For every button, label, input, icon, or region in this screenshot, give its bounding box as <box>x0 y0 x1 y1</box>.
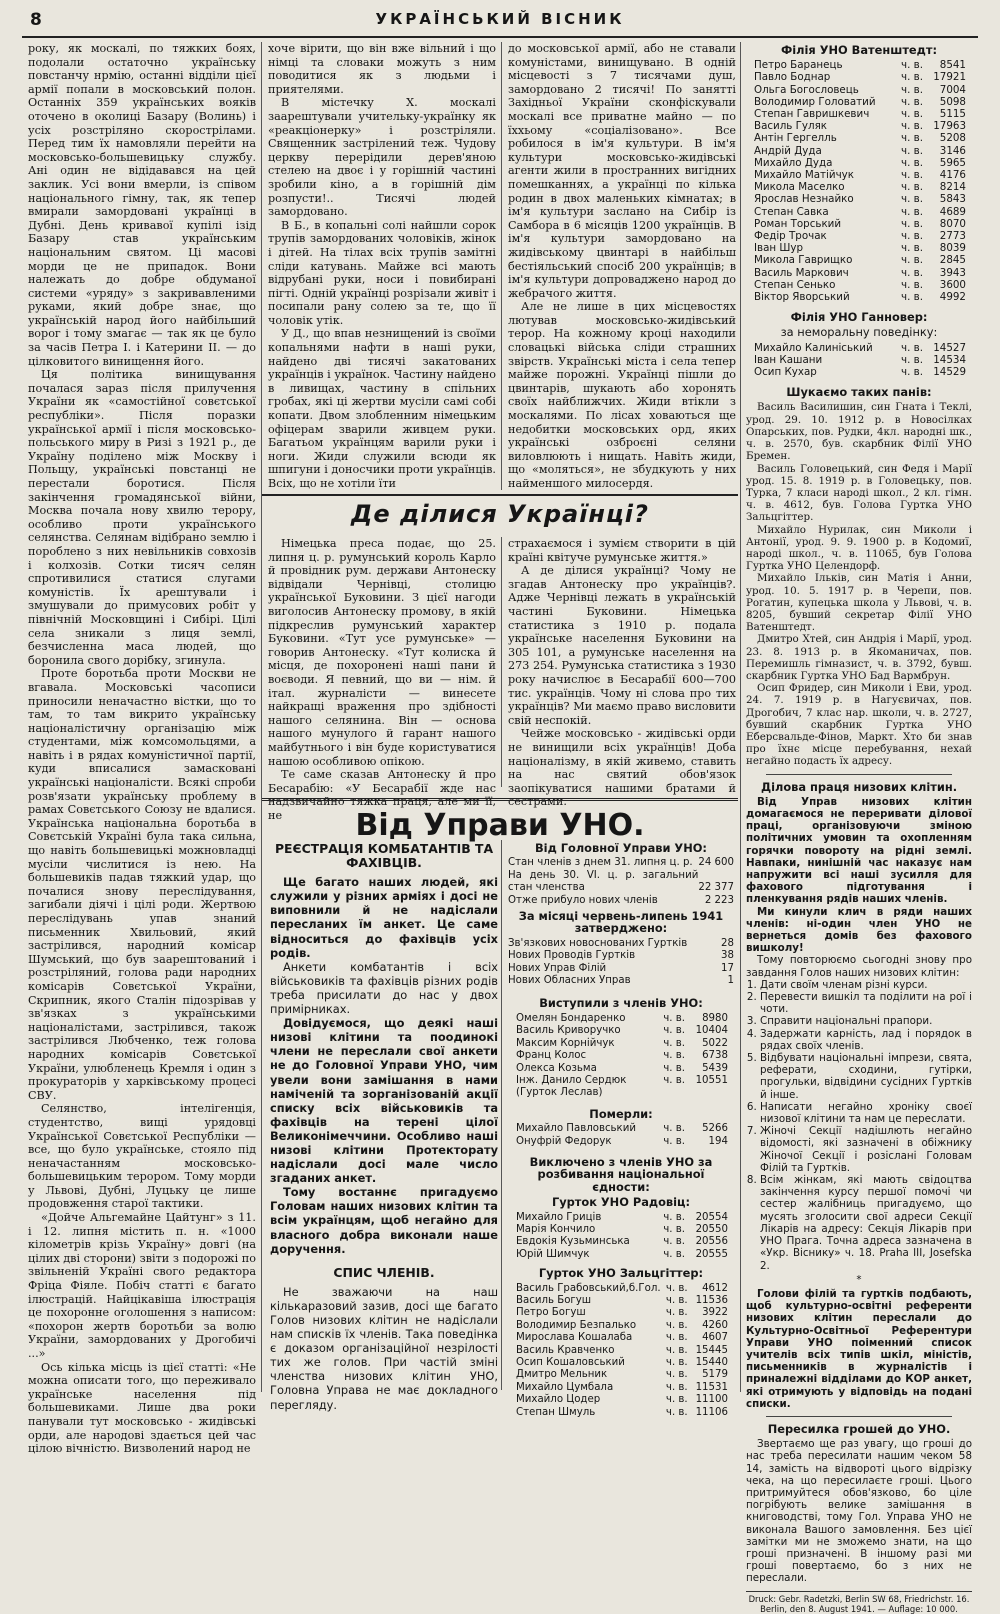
member-abbrev: ч. в. <box>663 1135 685 1147</box>
member-row <box>508 1249 734 1261</box>
column-divider <box>261 42 262 1392</box>
member-row <box>508 1236 734 1248</box>
member-name: Мирослава Кошалаба <box>516 1332 633 1344</box>
member-name: Степан Шмуль <box>516 1406 596 1418</box>
member-number: 17963 <box>933 120 966 133</box>
member-row <box>746 291 972 303</box>
died-table <box>508 1123 734 1148</box>
member-row <box>508 1136 734 1148</box>
member-abbrev: ч. в. <box>901 59 923 72</box>
member-number: 8039 <box>939 242 966 255</box>
member-abbrev: ч. в. <box>663 1050 685 1062</box>
member-name: (Гурток Леслав) <box>516 1087 603 1099</box>
stat-value: 17 <box>721 962 734 974</box>
salzgitter-heading: Гурток УНО Зальцгіттер: <box>538 1266 704 1281</box>
member-name: Михайло Павловський <box>516 1123 636 1135</box>
paragraph: страхаємося і зумієм створити в цій країні квітуче румунське життя.» <box>508 537 736 564</box>
member-row <box>746 157 972 169</box>
member-name: Михайло Дуда <box>754 156 833 169</box>
member-abbrev: ч. в. <box>663 1223 685 1235</box>
member-row <box>508 1087 734 1099</box>
deli-article-right <box>508 537 736 809</box>
member-number: 5208 <box>939 132 966 145</box>
member-name: Петро Баранець <box>754 59 843 72</box>
task-item: 6. Написати негайно хроніку своєї низової клітини та нам це переслати. <box>760 1101 972 1125</box>
stat-value: 38 <box>721 950 734 962</box>
member-abbrev: ч. в. <box>663 1037 685 1049</box>
member-name: Олекса Козьма <box>516 1062 597 1074</box>
member-abbrev: ч. в. <box>901 254 923 267</box>
member-name: Михайло Калиніський <box>754 341 873 354</box>
member-number: 3922 <box>702 1307 728 1319</box>
member-row <box>508 1382 734 1394</box>
paragraph: Тому повторюємо сьогодні знову про завдання Голов наших низових клітин: <box>746 954 972 979</box>
member-abbrev: ч. в. <box>901 120 923 133</box>
member-abbrev: ч. в. <box>665 1381 688 1393</box>
tasks-list <box>746 979 972 1272</box>
task-item: 5. Відбувати національні імпрези, свята, реферати, сходини, гутірки, прогульки, відвідини сусідних Гуртків й інше. <box>760 1052 972 1101</box>
member-name: Степан Сенько <box>754 278 836 291</box>
task-item: 7. Жіночі Секції надішлють негайно відомості, які зазначені в обіжнику Жіночої Секції і розіслані Головам Філій та Гуртків. <box>760 1125 972 1174</box>
member-number: 3146 <box>939 144 966 157</box>
hannover-heading: Філія УНО Ганновер: <box>790 310 928 325</box>
member-number: 5266 <box>702 1123 728 1135</box>
member-name: Інж. Данило Сердюк <box>516 1074 627 1086</box>
member-row <box>746 59 972 71</box>
member-name: Михайло Цумбала <box>516 1381 614 1393</box>
member-name: Роман Торський <box>754 217 842 230</box>
member-name: Ольга Богословець <box>754 83 859 96</box>
member-row <box>508 1283 734 1295</box>
member-number: 5098 <box>939 95 966 108</box>
member-row <box>508 1224 734 1236</box>
member-row <box>746 181 972 193</box>
member-row <box>508 1320 734 1332</box>
member-number: 10551 <box>695 1074 728 1086</box>
member-row <box>746 169 972 181</box>
member-number: 4607 <box>702 1332 728 1344</box>
stat-row <box>508 975 734 987</box>
search-entry: Василь Василишин, син Гната і Теклі, урод. 29. 10. 1912 р. в Новосілках Опарських, пов. Рудки, 4кл. народні шк., ч. в. 2570, був. скарбник Філії УНО Бремен. <box>746 401 972 463</box>
member-number: 8070 <box>939 217 966 230</box>
stat-label: Нових Управ Філій <box>508 962 607 974</box>
member-number: 11536 <box>695 1295 728 1306</box>
member-name: Ярослав Незнайко <box>754 193 854 206</box>
paragraph: хоче вірити, що він вже вільний і що німці та словаки можуть з ним поводитися як з людьми і приятелями. <box>268 42 496 96</box>
member-abbrev: ч. в. <box>901 242 923 255</box>
member-row <box>746 366 972 378</box>
paragraph: Не зважаючи на наш кількаразовий зазив, досі ще багато Голов низових клітин не надіслали нам списків їх членів. Така поведінка є доказом організаційної незрілості тих же голов. При частій зміні членства низових клітин УНО, Головна Управа не має докладного перегляду. <box>270 1284 498 1412</box>
paragraph: У Д., що впав незнищений із своїми копальнями нафти в наші руки, найдено дві тисячі закатованих українців і українок. Частину найдено в ливищах, частину в спільних гробах, які ці жертви мусіли самі собі копати. Двом злобленним німецьким офіцерам зварили живцем руки. Багатьом українцям варили руки і ноги. Жиди служили всюди як шпигуни і доносчики проти українців. Всіх, що не хотіли їти <box>268 327 496 490</box>
member-number: 17921 <box>933 71 966 84</box>
member-row <box>508 1075 734 1087</box>
member-row <box>746 242 972 254</box>
member-number: 11531 <box>695 1381 728 1393</box>
member-row <box>508 1369 734 1381</box>
member-row <box>746 96 972 108</box>
member-name: Василь Криворучко <box>516 1025 621 1037</box>
member-abbrev: ч. в. <box>665 1357 688 1369</box>
star-separator: * <box>856 1273 862 1286</box>
member-number: 20555 <box>695 1248 728 1260</box>
member-name: Степан Гавришкевич <box>754 108 870 121</box>
member-row <box>746 108 972 120</box>
member-abbrev: ч. в. <box>901 71 923 84</box>
paragraph: Голови філій та гуртків подбають, щоб культурно-освітні референти низових клітин переслали до Культурно-Освітньої Референтури Управи УНО поіменний список учителів всіх типів шкіл, міністів, письменників в журналістів і приналежні відділами до КОР анкет, які отримують у відповідь на подані списки. <box>746 1287 972 1410</box>
member-number: 8214 <box>939 181 966 194</box>
search-entry: Михайло Нурилак, син Миколи і Антонії, урод. 9. 9. 1900 р. в Кодомиї, народі школ., ч. в. 11065, був Голова Гуртка УНО Целендорф. <box>746 523 972 573</box>
member-number: 5965 <box>939 156 966 169</box>
member-abbrev: ч. в. <box>663 1062 685 1074</box>
member-row <box>746 193 972 205</box>
member-name: Андрій Дуда <box>754 144 822 157</box>
member-abbrev: ч. в. <box>901 108 923 121</box>
member-abbrev: ч. в. <box>901 291 923 304</box>
member-name: Максим Корнійчук <box>516 1037 615 1049</box>
member-number: 3943 <box>939 266 966 279</box>
stat-label: Стан членів з днем 31. липня ц. р. <box>508 857 693 869</box>
member-name: Михайло Цодер <box>516 1394 601 1406</box>
stat-label: Нових Обласних Управ <box>508 975 631 987</box>
member-number <box>688 1087 734 1099</box>
paragraph: Німецька преса подає, що 25. липня ц. р. румунський король Карло й провідник рум. держави Антонеску відвідали Чернівці, столицю української Буковини. З цієї нагоди виголосив Антонеску промову, в якій підкреслив румунський характер Буковини. «Тут усе румунське» — говорив Антонеску. «Тут колиска й місця, де похоронені наші пани й воєводи. Я певний, що ви — нім. й італ. журналісти — винесете найкращі враження про здібності нашого селянина. Він — основа нашого мунулого й гарант нашого майбутнього і він буде користуватися нашою особливою опікою. <box>268 537 496 768</box>
stat-row <box>508 870 734 895</box>
member-row <box>508 1025 734 1037</box>
member-row <box>508 1063 734 1075</box>
stat-value: 28 <box>721 937 734 949</box>
paragraph: Ось кілька місць із цієї статті: «Не можна описати того, що переживало українське населення під большевиками. Лише два роки панували тут московсько - жидівські орди, але народові здається цей час цілою вічністю. Визволений народ не <box>28 1360 256 1456</box>
member-name: Франц Колос <box>516 1050 587 1062</box>
masthead: УКРАЇНСЬКИЙ ВІСНИК <box>375 10 625 28</box>
paragraph: А де ділися українці? Чому не згадав Антонеску про українців?. Адже Чернівці лежать в українській частині Буковини. Німецька статистика з 1910 р. подала українське населення Буковини на 305 101, а румунське населення на 273 254. Румунська статистика з 1930 року начислює в Бесарабії 600—700 тис. українців. Чому ні слова про тих українців? Ми маємо право висловити свій неспокій. <box>508 564 736 727</box>
article-column-3 <box>508 42 736 490</box>
member-number: 14529 <box>933 366 966 379</box>
member-row <box>746 218 972 230</box>
member-number: 11106 <box>695 1406 728 1418</box>
uno-stats-column <box>508 840 734 1418</box>
member-number: 2773 <box>939 230 966 243</box>
search-entry: Василь Головецький, син Федя і Марії урод. 15. 8. 1919 р. в Головецьку, пов. Турка, 7 класи народі школ., 2 кл. гімн. ч. в. 4612, був. Голова Гуртка УНО Зальцгіттер. <box>746 462 972 524</box>
search-entry: Осип Фридер, син Миколи і Еви, урод. 24. 7. 1919 р. в Нагуєвичах, пов. Дрогобич, 7 клас нар. школи, ч. в. 2727, бувший скарбник Гуртка УНО Еберсвальде-Фінов, Маркт. Хто би знав про їхнє місце перебування, нехай негайно подасть їх адресу. <box>746 682 972 768</box>
member-number: 2845 <box>939 254 966 267</box>
member-abbrev: ч. в. <box>663 1025 685 1037</box>
member-number: 4260 <box>702 1319 728 1331</box>
member-abbrev: ч. в. <box>663 1012 685 1024</box>
search-entry: Дмитро Хтей, син Андрія і Марії, урод. 23. 8. 1913 р. в Якоманичах, пов. Перемишль гімназист, ч. в. 3792, бувш. скарбник Гуртка УНО Бад Вармбрун. <box>746 633 972 682</box>
imprint: Druck: Gebr. Radetzki, Berlin SW 68, Friedrichstr. 16. Berlin, den 8. August 1941. — Auflage: 10 000. <box>746 1591 972 1614</box>
member-name: Василь Маркович <box>754 266 849 279</box>
member-name: Петро Богуш <box>516 1307 586 1319</box>
member-row <box>508 1394 734 1406</box>
member-abbrev: ч. в. <box>663 1074 685 1086</box>
member-row <box>746 267 972 279</box>
member-number: 3600 <box>939 278 966 291</box>
member-abbrev: ч. в. <box>901 144 923 157</box>
member-abbrev: ч. в. <box>665 1295 688 1306</box>
stat-value: 22 377 <box>698 882 734 894</box>
uno-registration-column <box>270 840 498 1412</box>
member-number: 15445 <box>695 1344 728 1356</box>
stat-label: На день 30. VI. ц. р. загальний стан членства <box>508 869 699 894</box>
stat-row <box>508 857 734 869</box>
paragraph: до московської армії, або не ставали комуністами, винищувано. В одній місцевості з 7 тисячами душ, замордовано 2 тисячі! По занятті Західньої України сконфіскували москалі все приватне майно — по їххьому «соціалізовано». Все робилося в ім'я культури. В ім'я культури московсько-жидівські агенти жили в пространних вигідних помешканнях, а українці по кілька родин в двох маленьких кімнатах; в ім'я культури заслано на Сибір із Самбора в 6 місяців 1200 українців. В ім'я культури замордовано на жидівському цвинтарі в найбільш бестіяльський спосіб 200 українців; в ім'я культури допроваджено народ до жебрачого життя. <box>508 42 736 300</box>
member-abbrev: ч. в. <box>663 1211 685 1223</box>
member-number: 5022 <box>702 1037 728 1049</box>
divider <box>766 774 952 775</box>
member-row <box>508 1212 734 1224</box>
member-row <box>746 342 972 354</box>
member-row <box>746 132 972 144</box>
member-row <box>746 84 972 96</box>
paragraph: Тому востаннє пригадуємо Головам наших низових клітин та всім українцям, щоб негайно для власного добра виконали наше доручення. <box>270 1185 498 1256</box>
member-row <box>508 1123 734 1135</box>
paragraph: Ця політика винищування почалася зараз після прилучення України як «самостійної совєтської республіки». Після поразки української армії і після московсько-польського миру в Ризі з 1921 р., де Україну поділено між Москву і Польщу, українські повстанці не перестали боротися. Після закінчення громадянської війни, Москва почала нову хвилю терору, особливо проти українського селянства. Селянам відібрано землю і пороблено з них невільників совхозів і колхозів. Сотки тисяч селян спротивилися статися слугами комуністів. Їх арештували і змушували до примусових робіт у північній Московщині і Сибірі. Цілі села зникали з лиця землі, безчисленна маса людей, що боронила свого дорібку, згинула. <box>28 368 256 667</box>
paragraph: Анкети комбатантів і всіх військовиків та фахівців різних родів треба присилати до нас у двох примірниках. <box>270 959 498 1017</box>
paragraph: В Б., в копальні солі найшли сорок трупів замордованих чоловіків, жінок і дітей. На тілах всіх трупів замітні сліди катувань. Майже всі мають відрубані руки, носи і повибирані пігті. Одній українці розрізали живіт і посипали рану солею за те, що її чоловік утік. <box>268 218 496 327</box>
member-row <box>508 1307 734 1319</box>
member-abbrev: ч. в. <box>663 1236 685 1248</box>
article-column-2 <box>268 42 496 490</box>
stats-heading: Від Головної Управи УНО: <box>535 841 707 855</box>
member-name: Микола Гаврищко <box>754 254 853 267</box>
deli-article-left <box>268 537 496 822</box>
member-abbrev: ч. в. <box>901 266 923 279</box>
member-abbrev: ч. в. <box>663 1123 685 1135</box>
task-item: 8. Всім жінкам, які мають свідоцтва закінчення курсу першої помочі чи сестер жалібниць пригадуємо, що мусять зголосити свої адреси Секції Лікарів на адресу: Секція Лікарів при УНО Прага. Точна адреса зазначена в «Укр. Віснику» ч. 18. Praha III, Josefska 2. <box>760 1174 972 1272</box>
excluded-heading: Виключено з членів УНО за розбивання національної єдности: <box>529 1154 713 1194</box>
member-name: Марія Кончило <box>516 1223 596 1235</box>
member-row <box>508 1332 734 1344</box>
divider <box>766 1416 952 1417</box>
member-row <box>508 1345 734 1357</box>
approved-table <box>508 938 734 988</box>
radovyts-table <box>508 1212 734 1262</box>
stat-row <box>508 895 734 907</box>
task-item: 3. Справити національні прапори. <box>760 1015 972 1027</box>
member-number: 7004 <box>939 83 966 96</box>
money-heading: Пересилка грошей до УНО. <box>767 1421 951 1436</box>
member-number: 20554 <box>695 1211 728 1223</box>
hannover-table <box>746 342 972 379</box>
paragraph: Але не лише в цих місцевостях лютував московсько-жидівський терор. На кожному кроці находили словацькі війська сліди страшних звірств. Українські міста і села тепер майже порожні. Українці пішли до цвинтарів, шукають або хоронять своїх найближчих. Жиди втікли з москалями. По лісах ховаються ще недобитки московських орд, яких українські озброєні селяни виловлюють і нищать. Навіть жиди, що «моляться», не збудкують у них найменшого милосердя. <box>508 300 736 490</box>
section-rule <box>262 494 738 496</box>
section-headline: Від Управи УНО. <box>355 808 645 843</box>
column-divider <box>740 42 741 1392</box>
members-list-heading: СПИС ЧЛЕНІВ. <box>333 1264 435 1280</box>
member-number: 14534 <box>933 353 966 366</box>
search-heading: Шукаємо таких панів: <box>786 385 932 400</box>
member-number: 20550 <box>695 1223 728 1235</box>
stat-row <box>508 950 734 962</box>
member-abbrev: ч. в. <box>665 1332 688 1344</box>
member-abbrev: ч. в. <box>901 341 923 354</box>
section-rule <box>262 798 738 801</box>
member-name: Віктор Яворський <box>754 291 850 304</box>
member-abbrev: ч. в. <box>901 353 923 366</box>
page-header <box>22 6 978 38</box>
member-number: 5843 <box>939 193 966 206</box>
member-number: 4992 <box>939 291 966 304</box>
member-row <box>508 1407 734 1419</box>
member-abbrev: ч. в. <box>665 1369 688 1381</box>
stat-label: Зв'язкових новоснованих Гуртків <box>508 937 688 949</box>
watenstedt-table <box>746 59 972 303</box>
member-row <box>746 206 972 218</box>
member-row <box>746 354 972 366</box>
column-divider <box>501 42 502 490</box>
member-name: Омелян Бондаренко <box>516 1012 626 1024</box>
salzgitter-table <box>508 1283 734 1419</box>
search-entry: Михайло Ільків, син Матія і Анни, урод. 10. 5. 1917 р. в Черепи, пов. Рогатин, купецька школа у Львові, ч. в. 8205, бувший секретар Філії УНО Ватенштедт. <box>746 572 972 634</box>
member-abbrev: ч. в. <box>901 132 923 145</box>
member-abbrev: ч. в. <box>901 156 923 169</box>
column-divider <box>501 840 502 1390</box>
member-number: 194 <box>708 1135 728 1147</box>
exits-table <box>508 1013 734 1100</box>
member-name: Юрій Шимчук <box>516 1248 590 1260</box>
member-name: Степан Савка <box>754 205 829 218</box>
member-abbrev: ч. в. <box>901 205 923 218</box>
stat-value: 1 <box>727 975 734 987</box>
paragraph: Довідуємося, що деякі наші низові клітини та поодинокі члени не переслали свої анкети не до Головної Управи УНО, чим увели вони замішання в нами наміченій та зорганізованій акції списку всіх військовиків та фахівців на терені цілої Великонімеччини. Особливо наші низові клітини Протекторату надіслали досі мале число згаданих анкет. <box>270 1016 498 1186</box>
member-name: Михайло Матійчук <box>754 169 854 182</box>
member-number: 14527 <box>933 341 966 354</box>
member-number: 20556 <box>695 1236 728 1248</box>
member-row <box>508 1038 734 1050</box>
member-number: 6738 <box>702 1050 728 1062</box>
member-name: Василь Кравченко <box>516 1344 615 1356</box>
member-abbrev: ч. в. <box>901 230 923 243</box>
member-row <box>508 1050 734 1062</box>
member-row <box>746 145 972 157</box>
member-row <box>746 279 972 291</box>
member-row <box>508 1295 734 1307</box>
paragraph: Звертаємо ще раз увагу, що гроші до нас треба пересилати нашим чеком 58 14, замість на відвороті цього відрізку чека, на що пересилаєте гроші. Цього притримуйтеся обов'язково, бо ціле погрібують велике замішання в книговодстві, тому Гол. Управа УНО не виконала Вашого замовлення. Без цієї замітки ми не зможемо знати, на що гроші призначені. В іншому разі ми гроші повертаємо, бо з них не переслали. <box>746 1438 972 1585</box>
hannover-subheading: за неморальну поведінку: <box>780 325 938 340</box>
paragraph: Ще багато наших людей, які служили у різних арміях і досі не виповнили й не надіслали пересланих їм анкет. Це саме відноситься до фахівців усіх родів. <box>270 875 498 960</box>
member-name: Іван Шур <box>754 242 804 255</box>
member-number: 8541 <box>939 59 966 72</box>
member-name: Осип Кошаловський <box>516 1357 625 1369</box>
article-headline: Де ділися Українці? <box>351 500 649 528</box>
paragraph: Те саме сказав Антонеску й про Бесарабію: «У Бесарабії жде нас надзвичайно тяжка праця, але ми її, не <box>268 768 496 822</box>
member-row <box>746 71 972 83</box>
member-name: Павло Боднар <box>754 71 831 84</box>
registration-heading: РЕЄСТРАЦІЯ КОМБАТАНТІВ ТА ФАХІВЦІВ. <box>274 841 494 871</box>
member-row <box>508 1357 734 1369</box>
article-column-1 <box>28 42 256 1456</box>
member-number: 4176 <box>939 169 966 182</box>
member-name: Антін Гергелль <box>754 132 837 145</box>
member-name: Василь Гуляк <box>754 120 828 133</box>
task-item: 2. Перевести вишкіл та поділити на рої і чоти. <box>760 991 972 1015</box>
member-number: 5439 <box>702 1062 728 1074</box>
stat-value: 2 223 <box>704 894 734 906</box>
task-item: 4. Задержати карність, лад і порядок в рядах своїх членів. <box>760 1028 972 1052</box>
member-name: Василь Богуш <box>516 1295 592 1306</box>
member-row <box>746 254 972 266</box>
member-name: Микола Маселко <box>754 181 845 194</box>
member-name: Василь Грабовський,б.Гол. <box>516 1282 661 1294</box>
stat-label: Отже прибуло нових членів <box>508 894 658 906</box>
member-name: Володимир Головатий <box>754 95 876 108</box>
member-number: 5115 <box>939 108 966 121</box>
stat-row <box>508 938 734 950</box>
uno-notices-column <box>746 42 972 1614</box>
stat-row <box>508 963 734 975</box>
member-abbrev: ч. в. <box>665 1282 688 1294</box>
radovyts-heading: Гурток УНО Радовіц: <box>551 1195 691 1210</box>
column-divider <box>501 537 502 787</box>
page-number: 8 <box>30 10 42 30</box>
died-heading: Померли: <box>589 1106 653 1121</box>
member-name: Осип Кухар <box>754 366 817 379</box>
work-heading: Ділова праця низових клітин. <box>760 779 958 794</box>
member-abbrev: ч. в. <box>901 193 923 206</box>
member-name: Онуфрій Федорук <box>516 1135 612 1147</box>
paragraph: Проте боротьба проти Москви не вгавала. Московські часописи приносили неначастно вістки, що то там, то там викрито українську націоналістичну організацію між студентами, між комсомольцями, а навіть і в рядах комуністичної партії, куди вписалися замасковані українські націоналісти. Всякі спроби розв'язати українську проблему в рамах Совєтського Союзу не вдалися. Українська національна боротьба в Совєтській Україні була така сильна, що навіть большевицькі можновладці мусіли числитися із нею. На большевиків падав тяжкий удар, що почалися знову переслідування, загибали діячі і цілі роди. Жертвою переслідувань упав знаний письменник Хвильовий, який застрілився, народний комісар Шумський, що був заарештований і розстріляний, голова ради народних комісарів Совєтської України, Скрипник, якого Сталін підозрівав у зв'язках з українськими націоналістами, застрілився, також застрілився Любченко, теж голова народних комісарів Совєтської України, улюбленець Кремля і один з прокураторів у харківському процесі СВУ. <box>28 667 256 1102</box>
member-name: Евдокія Кузьминська <box>516 1236 630 1248</box>
member-abbrev: ч. в. <box>901 83 923 96</box>
member-abbrev: ч. в. <box>901 366 923 379</box>
member-name: Дмитро Мельник <box>516 1369 608 1381</box>
task-item: 1. Дати своїм членам різні курси. <box>760 979 972 991</box>
approved-heading: За місяці червень-липень 1941 затверджено: <box>518 909 724 936</box>
member-number: 4689 <box>939 205 966 218</box>
member-abbrev: ч. в. <box>665 1307 688 1319</box>
member-row <box>746 120 972 132</box>
member-name: Іван Кашани <box>754 353 823 366</box>
member-abbrev <box>655 1087 688 1099</box>
paragraph: В містечку Х. москалі заарештували учительку-українку як «реакціонерку» і розстріляли. Священник застрілений теж. Чудову церкву перерідили дерев'яною стелею на двоє і у горішній частині зробили кіно, а в горішній дім розпусти!.. Тисячі людей замордовано. <box>268 96 496 219</box>
member-number: 15440 <box>695 1357 728 1369</box>
exits-heading: Виступили з членів УНО: <box>539 996 703 1011</box>
member-abbrev: ч. в. <box>665 1406 688 1418</box>
member-row <box>508 1013 734 1025</box>
paragraph: року, як москалі, по тяжких боях, подолали остаточно українську повстанчу нрмію, останні відділи цієї армії попали в московський полон. Останніх 359 українських вояків оточено в околиці Базару (Волинь) і усіх розстріляно скорострілами. Перед тим їх намовляли перейти на московсько-большевицьку службу. Ані один не відідавався на цей заклик. Усі вони вмерли, із співом національного гімну, так, як тепер вмирали замордовані українці в Дубні. День кривавої купілі ізід Базару став українським національним святом. Ці масові морди це не припадок. Вони належать до добре обдуманої системи «уряду» з закривавленими руками, який добре знає, що українській народ його найбільший ворог і тому змагає — так як це було за часів Петра І. і Катерини II. — до цілковитого винищення його. <box>28 42 256 368</box>
member-number: 5179 <box>702 1369 728 1381</box>
member-number: 4612 <box>702 1282 728 1294</box>
member-abbrev: ч. в. <box>665 1394 688 1406</box>
paragraph: Від Управ низових клітин домагаємося не переривати ділової праці, організовуючи зміною політичних умовин та охопленням горячки повороту на рідні землі. Навпаки, нинішній час наказує нам напружити всі наші зусилля для фахового підготування і пленкування рядів наших членів. <box>746 795 972 906</box>
member-abbrev: ч. в. <box>665 1319 688 1331</box>
member-row <box>746 230 972 242</box>
member-name: Михайло Гриців <box>516 1211 602 1223</box>
member-number: 10404 <box>695 1025 728 1037</box>
member-abbrev: ч. в. <box>901 278 923 291</box>
member-number: 11100 <box>695 1394 728 1406</box>
member-abbrev: ч. в. <box>663 1248 685 1260</box>
member-abbrev: ч. в. <box>901 169 923 182</box>
member-number: 8980 <box>702 1012 728 1024</box>
membership-stats-table <box>508 857 734 907</box>
member-abbrev: ч. в. <box>665 1344 688 1356</box>
paragraph: Чейже московсько - жидівські орди не винищили всіх українців! Доба націоналізму, в якій живемо, ставить на нас святий обов'язок заопікуватися нашими братами й сестрами. <box>508 727 736 809</box>
watenstedt-heading: Філія УНО Ватенштедт: <box>780 43 938 57</box>
member-abbrev: ч. в. <box>901 95 923 108</box>
member-abbrev: ч. в. <box>901 217 923 230</box>
member-name: Володимир Безпалько <box>516 1319 637 1331</box>
stat-label: Нових Проводів Гуртків <box>508 950 636 962</box>
paragraph: Ми кинули клич в ряди наших членів: ні-один член УНО не вернеться домів без фахового вишколу! <box>746 905 972 955</box>
stat-value: 24 600 <box>698 857 734 869</box>
member-abbrev: ч. в. <box>901 181 923 194</box>
paragraph: «Дойче Альгемайне Цайтунг» з 11. і 12. липня містить п. н. «1000 кілометрів крізь Україну» довгі (на цілих дві сторони) звіти з подорожі по звільненій Україні свого редактора Фріца Фіяле. Побіч статті є багато ілюстрацій. Найцікавіша ілюстрація це похоронне оголошення з написом: «похорон жертв боротьби за волю України, замордованих у Дрогобичі ...» <box>28 1211 256 1360</box>
member-name: Федір Трочак <box>754 230 827 243</box>
paragraph: Селянство, інтелігенція, студентство, вищі урядовці Української Совєтської Республіки — все, що було українське, стояло під неначастанням московсько-большевицьким терором. Тому морди у Львові, Дубні, Луцьку це лише продовження старої тактики. <box>28 1102 256 1211</box>
